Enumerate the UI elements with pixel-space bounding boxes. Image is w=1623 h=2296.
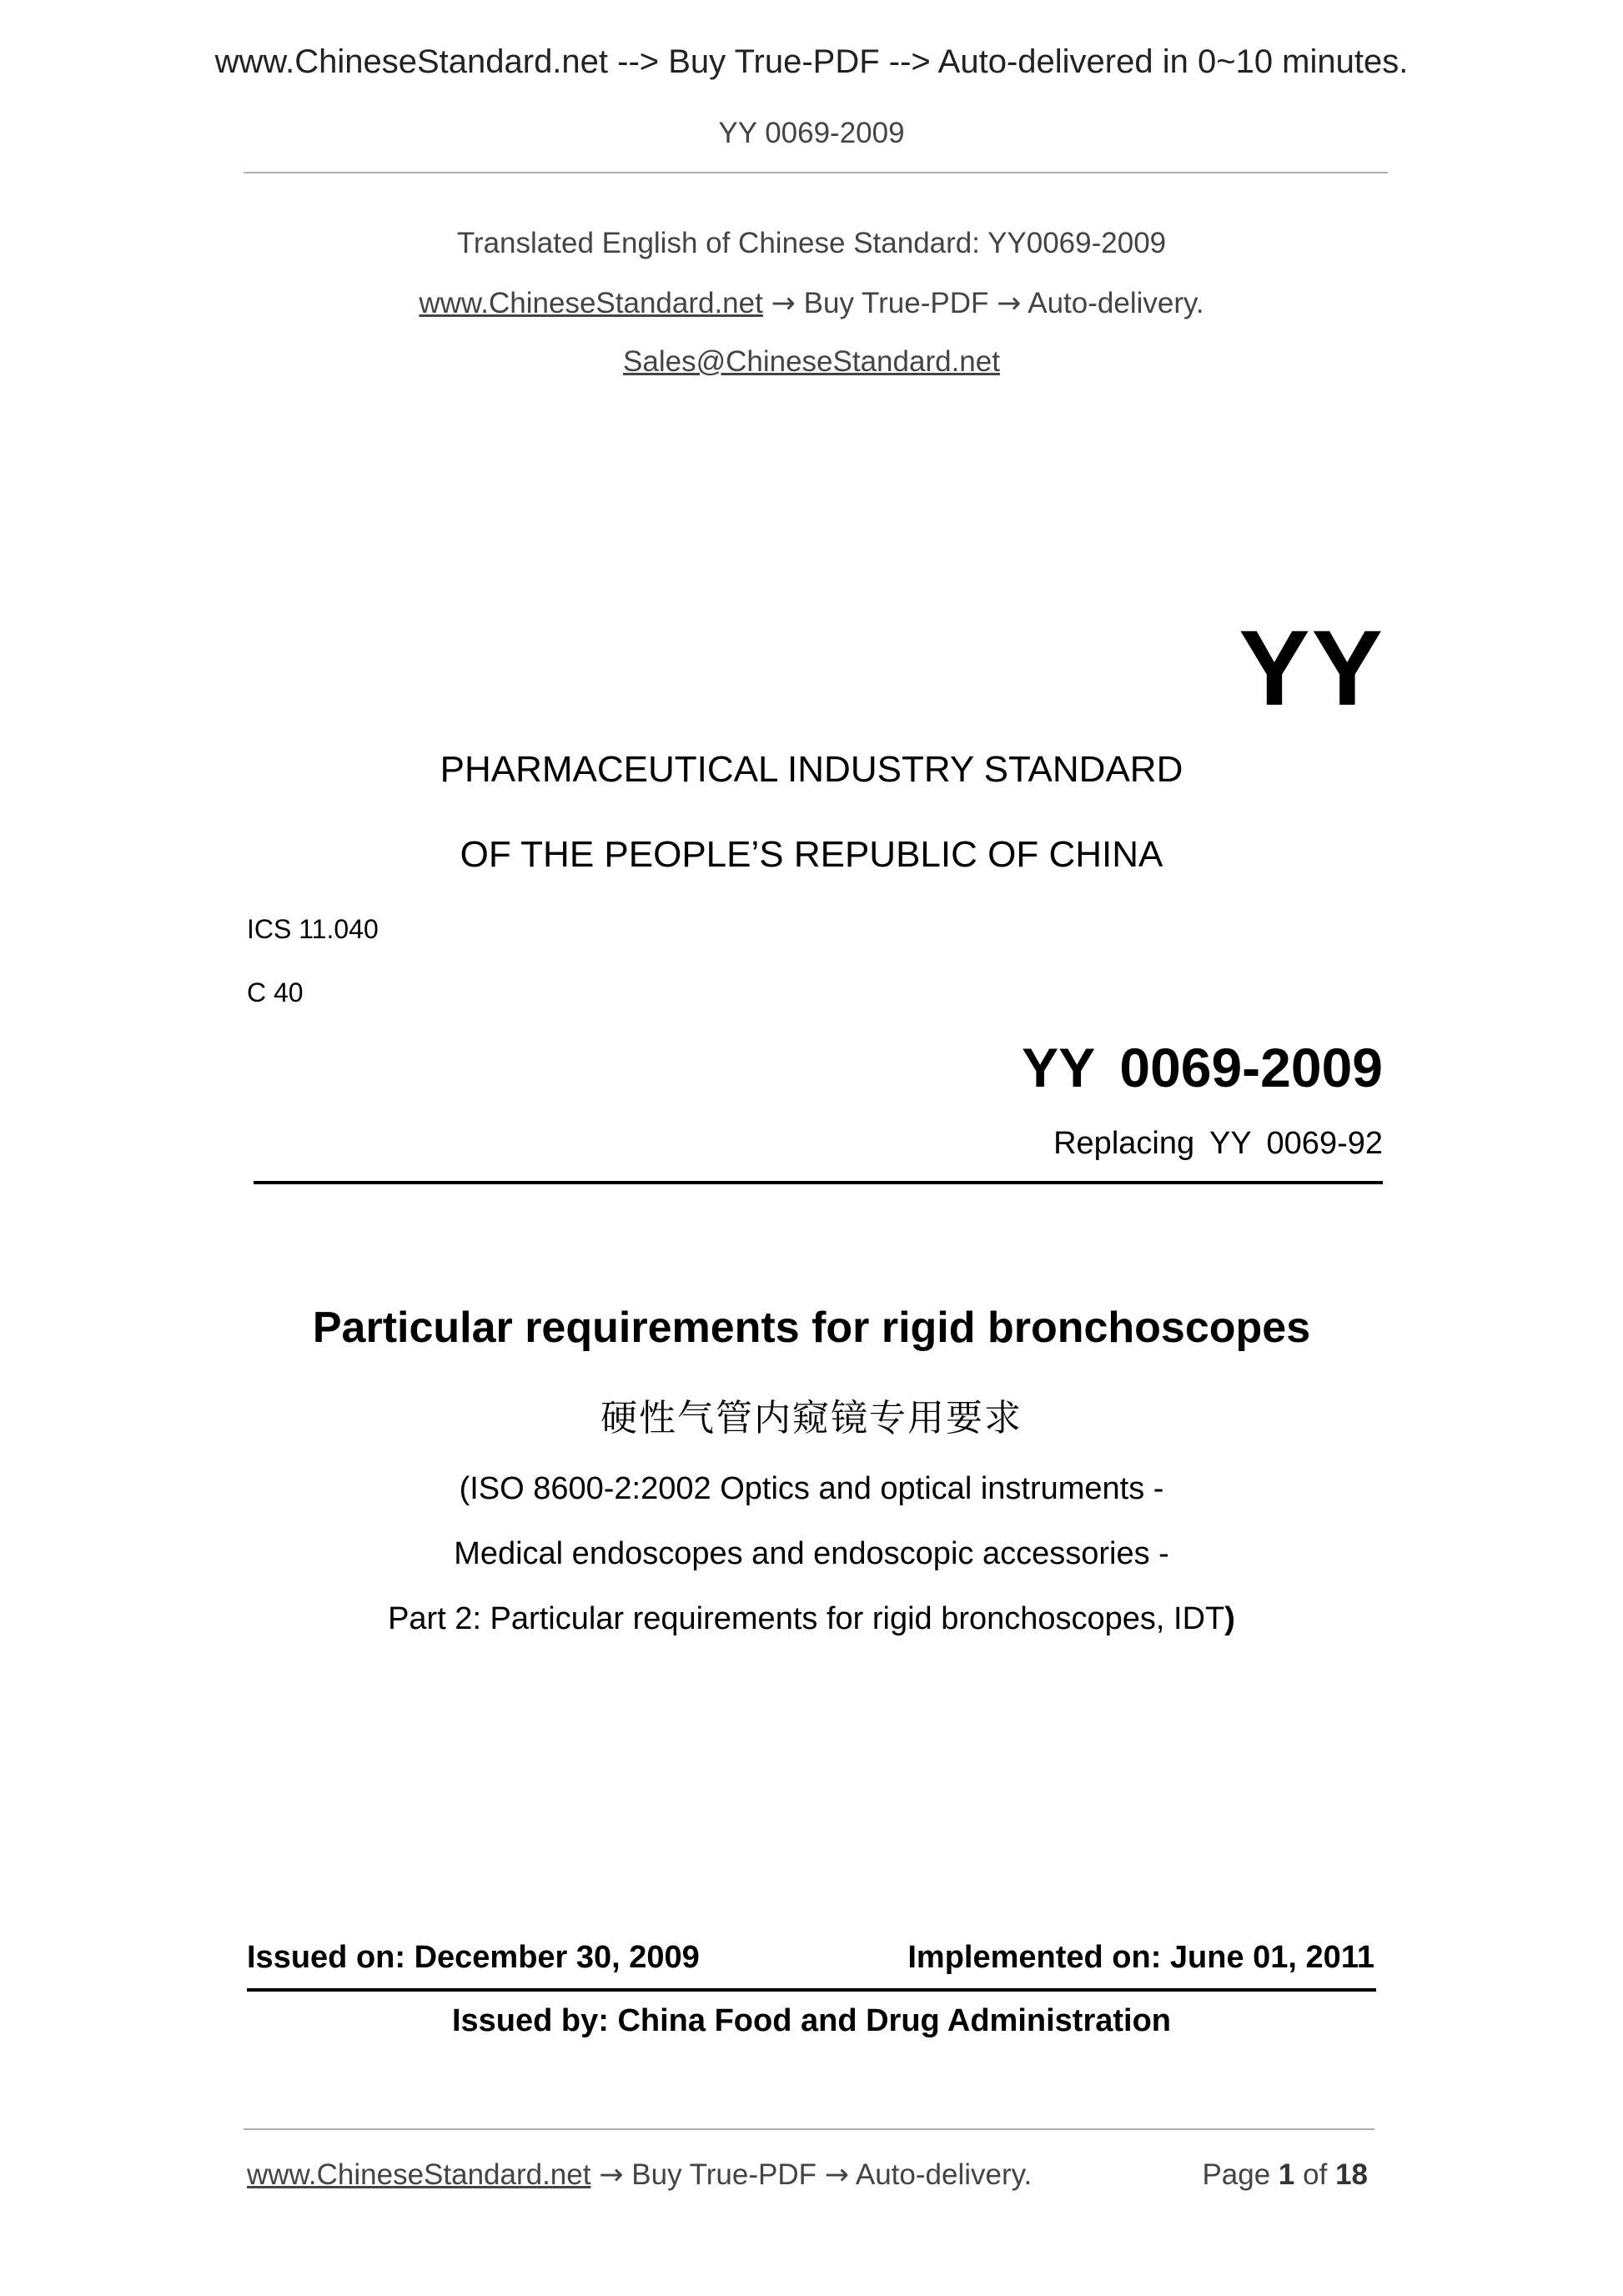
iso-reference-close: ) (1224, 1601, 1235, 1636)
sales-email-line (0, 345, 1623, 379)
header-standard-code: YY 0069-2009 (718, 117, 905, 149)
buy-true-pdf-label: Buy True-PDF (803, 287, 989, 319)
right-arrow-icon: → (771, 287, 796, 320)
sales-email-link[interactable]: Sales@ChineseStandard.net (623, 345, 1000, 378)
page-label: Page (1202, 2158, 1271, 2191)
footer-site-link[interactable]: www.ChineseStandard.net (247, 2158, 591, 2191)
iso-reference-text: Part 2: Particular requirements for rigid bronchoscopes, IDT (388, 1601, 1225, 1636)
document-title-chinese: 硬性气管内窥镜专用要求 (600, 1397, 1023, 1439)
industry-standard-line2: OF THE PEOPLE’S REPUBLIC OF CHINA (460, 834, 1163, 875)
right-arrow-icon: → (599, 2158, 624, 2192)
iso-reference-line1: (ISO 8600-2:2002 Optics and optical instruments - (459, 1471, 1164, 1506)
footer-buy-label: Buy True-PDF (631, 2158, 817, 2191)
page-number (1202, 2158, 1368, 2192)
issued-on-date: Issued on: December 30, 2009 (247, 1940, 700, 1975)
iso-reference-line3 (0, 1601, 1623, 1637)
ics-code: ICS 11.040 (247, 914, 379, 944)
ccs-code: C 40 (247, 977, 304, 1007)
auto-delivery-label: Auto-delivery. (1028, 287, 1204, 319)
page-total: 18 (1335, 2158, 1368, 2191)
document-title-english: Particular requirements for rigid bronchoscopes (312, 1304, 1311, 1352)
footer-divider (244, 2128, 1374, 2130)
site-link[interactable]: www.ChineseStandard.net (419, 287, 763, 319)
industry-standard-line1: PHARMACEUTICAL INDUSTRY STANDARD (440, 749, 1183, 790)
issued-by: Issued by: China Food and Drug Administration (451, 2003, 1172, 2038)
translated-notice: Translated English of Chinese Standard: YY0069-2009 (456, 227, 1167, 259)
header-divider (244, 172, 1388, 173)
right-arrow-icon: → (997, 287, 1022, 320)
iso-reference-line2: Medical endoscopes and endoscopic accessories - (454, 1536, 1169, 1571)
standard-mark: YY (1239, 609, 1384, 728)
top-banner: www.ChineseStandard.net --> Buy True-PDF --> Auto-delivered in 0~10 minutes. (214, 43, 1409, 80)
footer-delivery-line (247, 2158, 1032, 2192)
right-arrow-icon: → (824, 2158, 850, 2192)
footer-delivery-label: Auto-delivery. (855, 2158, 1033, 2191)
page-of-label: of (1303, 2158, 1328, 2191)
title-divider (254, 1181, 1383, 1184)
delivery-line (0, 287, 1623, 320)
page-current: 1 (1278, 2158, 1295, 2191)
replacing-standard: Replacing YY 0069-92 (1053, 1126, 1383, 1161)
issue-divider (247, 1988, 1376, 1992)
standard-number: YY 0069-2009 (1022, 1037, 1383, 1098)
implemented-on-date: Implemented on: June 01, 2011 (907, 1940, 1374, 1975)
